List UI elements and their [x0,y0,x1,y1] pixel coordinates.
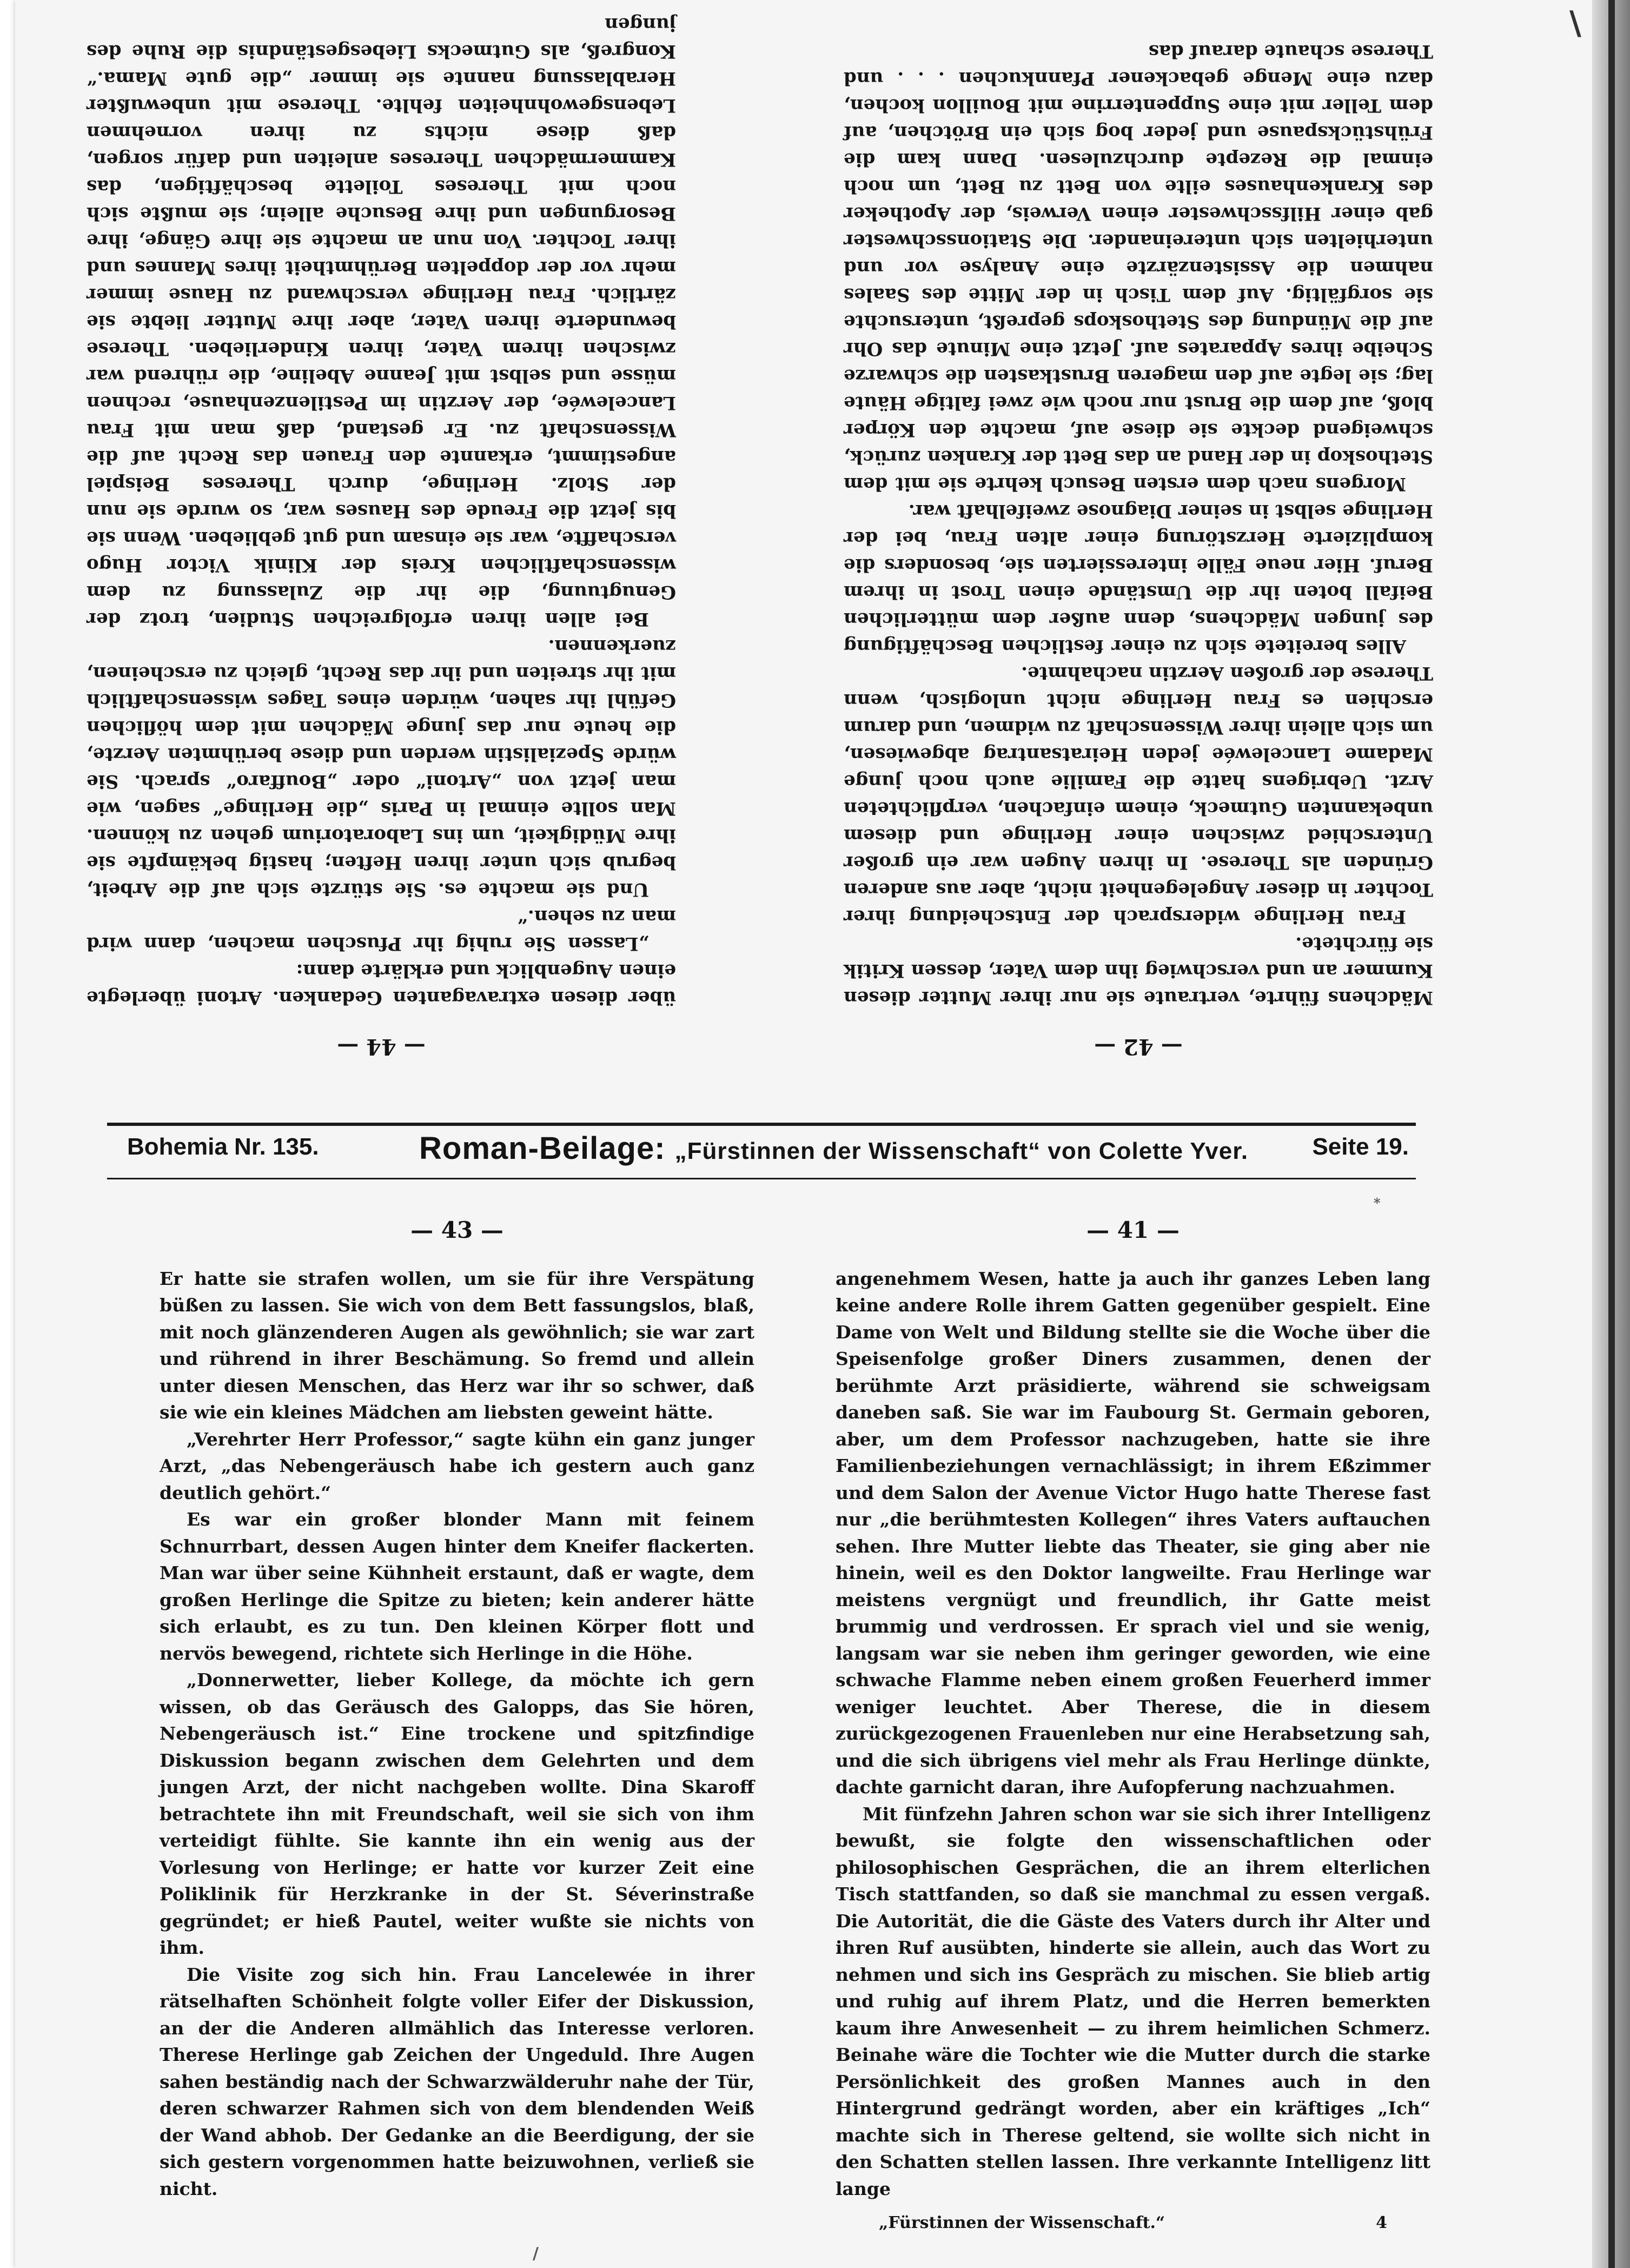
signature-line [836,2210,1430,2237]
paragraph: Die Visite zog sich hin. Frau Lancelewée in ihrer rätselhaften Schönheit folgte voller Eifer der Diskussion, an der die Anderen allmählich das Interesse verloren. Therese Herlinge gab Zeichen der Ungeduld. Ihre Augen sahen beständig nach der Schwarzwälderuhr nahe der Tür, deren schwarzer Rahmen sich von dem blendenden Weiß der Wand abhob. Der Gedanke an die Beerdigung, der sie sich gestern vorgenommen hatte beizuwohnen, verließ sie nicht. [160,1964,754,2199]
supplement-label: Roman-Beilage: [419,1131,666,1166]
paragraph: Mit fünfzehn Jahren schon war sie sich ihrer Intelligenz bewußt, sie folgte den wissenschaftlichen oder philosophischen Gesprächen, die an ihrem elterlichen Tisch stattfanden, so daß sie manchmal zu essen vergaß. Die Autorität, die die Gäste des Vaters durch ihr Alter und ihren Ruf ausübten, hinderte sie allein, auch das Wort zu nehmen und sich ins Gespräch zu mischen. Sie blieb artig und ruhig auf ihrem Platz, und die Herren bemerkten kaum ihre Anwesenheit — zu ihrem heimlichen Schmerz. Beinahe wäre die Tochter wie die Mutter durch die starke Persönlichkeit des großen Mannes auch in den Hintergrund gedrängt worden, aber ein kräftiges „Ich“ machte sich in Therese geltend, sie wollte sich nicht in den Schatten stellen lassen. Ihre verkannte Intelligenz litt lange [836,1803,1430,2199]
paragraph: „Lassen Sie ruhig ihr Pfuschen machen, dann wird man zu sehen.“ [87,906,676,954]
paragraph: Alles bereitete sich zu einer festlichen Beschäftigung des jungen Mädchens, denn außer dem mütterlichen Beifall boten ihr die Umstände einen Trost in ihrem Beruf. Hier neue Fälle interessierten sie, besonders die komplizierte Herzstörung einer alten Frau, bei der Herlinge selbst in seiner Diagnose zweifelhaft war. [844,500,1433,657]
novel-title: „Fürstinnen der Wissenschaft“ von Colette Yver. [674,1138,1249,1164]
paragraph: „Verehrter Herr Professor,“ sagte kühn ein ganz junger Arzt, „das Nebengeräusch habe ich gestern auch ganz deutlich gehört.“ [160,1428,754,1503]
upside-down-left-column [844,38,1433,1060]
page-number: — 41 — [1086,1217,1180,1243]
lower-right-column [836,1217,1430,2237]
margin-mark: \ [1569,4,1581,42]
supplement-title [419,1130,1248,1166]
header-rule-bottom [107,1178,1416,1179]
paragraph: Es war ein großer blonder Mann mit feinem Schnurrbart, dessen Augen hinter dem Kneifer flackerten. Man war über seine Kühnheit erstaunt, daß er wagte, dem großen Herlinge die Spitze zu bieten; kein anderer hätte sich erlaubt, es zu tun. Den kleinen Körper flott und nervös bewegend, richtete sich Herlinge in die Höhe. [160,1509,754,1664]
paragraph: über diesen extravaganten Gedanken. Artoni überlegte einen Augenblick und erklärte dann: [87,960,676,1009]
paragraph: Frau Herlinge widersprach der Entscheidung ihrer Tochter in dieser Angelegenheit nicht, aber aus anderen Gründen als Therese. In ihren Augen war ein großer Unterschied zwischen einer Herlinge und diesem unbekannten Gutmeck, einem einfachen, verpflichteten Arzt. Uebrigens hatte die Familie auch noch junge Madame Lancelewée jeden Heiratsantrag abgewiesen, um sich allein ihrer Wissenschaft zu widmen, und darum erschien es Frau Herlinge nicht unlogisch, wenn Therese der großen Aerztin nachahmte. [844,662,1433,927]
paragraph: Morgens nach dem ersten Besuch kehrte sie mit dem Stethoskop in der Hand an das Bett der Kranken zurück, schweigend deckte sie diese auf, machte den Körper bloß, auf dem die Brust nur noch wie zwei faltige Häute lag; sie legte auf den mageren Brustkasten die schwarze Scheibe ihres Apparates auf. Jetzt eine Minute das Ohr auf die Mündung des Stethoskops gepreßt, untersuchte sie sorgfältig. Auf dem Tisch in der Mitte des Saales nahmen die Assistenzärzte eine Analyse vor und unterhielten sich untereinander. Die Stationsschwester gab einer Hilfsschwester einen Verweis, der Apotheker des Krankenhauses eilte von Bett zu Bett, um noch einmal die Rezepte durchzulesen. Dann kam die Frühstückspause und jeder bog sich ein Brötchen, auf dem Teller mit eine Suppenterrine mit Bouillon kochen, dazu eine Menge gebackener Pfannkuchen . . . und Therese schaute darauf das [844,41,1433,495]
sheet-mark: 4 [1376,2213,1387,2232]
paragraph: angenehmem Wesen, hatte ja auch ihr ganzes Leben lang keine andere Rolle ihrem Gatten gegenüber gespielt. Eine Dame von Welt und Bildung stellte sie die Woche über die Speisenfolge großer Diners zusammen, denen der berühmte Arzt präsidierte, während sie schweigsam daneben saß. Sie war im Faubourg St. Germain geboren, aber, um dem Professor nachzugeben, hatte sie ihre Familienbeziehungen vernachlässigt; in ihrem Eßzimmer und dem Salon der Avenue Victor Hugo hatte Therese fast nur „die berühmtesten Kollegen“ ihres Vaters auftauchen sehen. Ihre Mutter liebte das Theater, sie ging aber nie hinein, weil es den Doktor langweilte. Frau Herlinge war meistens vergnügt und freundlich, ihr Gatte meist brummig und verdrossen. Er sprach viel und sie wenig, langsam war sie neben ihm geringer geworden, wie eine schwache Flamme neben einem großen Feuerherd immer weniger leuchtet. Aber Therese, die in diesem zurückgezogenen Frauenleben nur eine Herabsetzung sah, und die sich übrigens viel mehr als Frau Herlinge dünkte, dachte garnicht daran, ihre Aufopferung nachzuahmen. [836,1268,1430,1798]
margin-mark: / [533,2244,539,2263]
lower-left-column [160,1217,754,2202]
paragraph: Mädchens führte, vertraute sie nur ihrer Mutter diesen Kummer an und verschwieg ihn dem Vater, dessen Kritik sie fürchtete. [844,933,1433,1009]
page-number: — 42 — [1094,1034,1183,1059]
margin-mark: * [1374,1195,1381,1211]
page-label: Seite 19. [1312,1133,1409,1160]
header-rule-top [107,1123,1416,1126]
paragraph: Und sie machte es. Sie stürzte sich auf die Arbeit, begrub sich unter ihren Heften; hastig bekämpfte sie ihre Müdigkeit, um ins Laboratorium gehen zu können. Man sollte einmal in Paris „die Herlinge“ sagen, wie man jetzt von „Artoni“ oder „Bouffaro“ sprach. Sie würde Spezialistin werden und diese berühmten Aerzte, die heute nur das junge Mädchen mit dem höflichen Gefühl ihr sahen, würden eines Tages wissenschaftlich mit ihr streiten und ihr das Recht, gleich zu erscheinen, zuerkennen. [87,635,676,900]
running-header [127,1133,1409,1166]
publication-name: Bohemia Nr. 135. [127,1133,319,1160]
page-number: — 43 — [410,1217,503,1243]
paragraph: „Donnerwetter, lieber Kollege, da möchte ich gern wissen, ob das Geräusch des Galopps, das Sie hören, Nebengeräusch ist.“ Eine trockene und spitzfindige Diskussion begann zwischen dem Gelehrten und dem jungen Arzt, der nicht nachgeben wollte. Dina Skaroff betrachtete ihn mit Freundschaft, weil sie sich von ihm verteidigt fühlte. Sie kannte ihn ein wenig aus der Vorlesung von Herlinge; er hatte vor kurzer Zeit eine Poliklinik für Herzkranke in der St. Séverinstraße gegründet; er hieß Pautel, weiter wußte sie nichts von ihm. [160,1669,754,1958]
upside-down-pages [87,14,1433,1060]
paragraph: Bei allen ihren erfolgreichen Studien, trotz der Genugtuung, die ihr die Zulassung zu dem wissenschaftlichen Kreis der Klinik Victor Hugo verschaffte, war sie einsam und gut geblieben. Wenn sie bis jetzt die Freude des Hauses war, so wurde sie nun der Stolz. Herlinge, durch Thereses Beispiel angestimmt, erkannte den Frauen das Recht auf die Wissenschaft zu. Er gestand, daß man mit Frau Lancelewée, der Aerztin im Pestilenzenhause, rechnen müsse und selbst mit Jeanne Abeline, die rührend war zwischen ihrem Vater, ihren Kinderlieben. Therese bewunderte ihren Vater, aber ihre Mutter liebte sie zärtlich. Frau Herlinge verschwand zu Hause immer mehr vor der doppelten Berühmtheit ihres Mannes und ihrer Tochter. Von nun an machte sie ihre Gänge, ihre Besorgungen und ihre Besuche allein; sie mußte sich noch mit Thereses Toilette beschäftigen, das Kammermädchen Thereses anleiten und dafür sorgen, daß diese nichts zu ihren vornehmen Lebensgewohnheiten fehlte. Therese mit unbewußter Herablassung nannte sie immer „die gute Mama.“ Kongreß, als Gutmecks Liebesgeständnis die Ruhe des jungen [87,14,676,630]
footer-signature: „Fürstinnen der Wissenschaft.“ [879,2213,1165,2232]
upside-down-right-column [87,11,676,1060]
binding-strip [1608,0,1615,2268]
lower-pages [160,1217,1441,2232]
paragraph: Er hatte sie strafen wollen, um sie für ihre Verspätung büßen zu lassen. Sie wich von dem Bett fassungslos, blaß, mit noch glänzenderen Augen als gewöhnlich; sie war zart und rührend in ihrer Beschämung. So fremd und allein unter diesen Menschen, das Herz war ihr so schwer, daß sie wie ein kleines Mädchen am liebsten geweint hätte. [160,1268,754,1423]
page-number: — 44 — [337,1034,426,1059]
